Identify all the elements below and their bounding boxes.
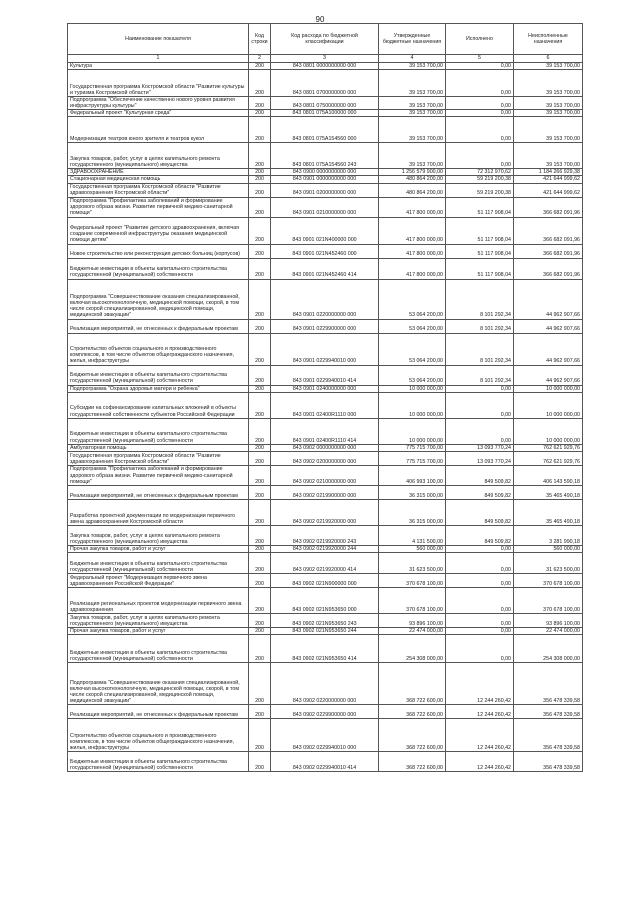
column-header-executed: Исполнено — [446, 24, 514, 55]
row-remaining: 39 153 700,00 — [514, 117, 583, 143]
row-executed: 0,00 — [446, 573, 514, 587]
row-executed: 0,00 — [446, 634, 514, 662]
row-name: ЗДРАВООХРАНЕНИЕ — [68, 169, 249, 176]
row-code: 200 — [249, 444, 271, 451]
row-name: Строительство объектов социального и производственного комплексов, в том числе объектов общегражданского назначения, жилья, инфраструктуры — [68, 718, 249, 751]
row-code: 200 — [249, 279, 271, 319]
row-kbk-code: 843 0902 021N953650 244 — [271, 627, 379, 634]
row-approved: 93 896 100,00 — [379, 613, 446, 627]
row-code: 200 — [249, 573, 271, 587]
row-executed: 0,00 — [446, 418, 514, 444]
row-remaining: 254 308 000,00 — [514, 634, 583, 662]
row-remaining: 93 896 100,00 — [514, 613, 583, 627]
row-approved: 22 474 000,00 — [379, 627, 446, 634]
column-number: 1 — [68, 55, 249, 63]
table-row — [68, 662, 583, 704]
row-approved: 39 153 700,00 — [379, 143, 446, 169]
row-approved: 53 064 200,00 — [379, 365, 446, 385]
row-code: 200 — [249, 319, 271, 333]
row-name: Бюджетные инвестиции в объекты капитального строительства государственной (муниципальной) собственности — [68, 418, 249, 444]
row-executed: 0,00 — [446, 627, 514, 634]
row-name: Прочая закупка товаров, работ и услуг — [68, 627, 249, 634]
row-name: Реализация мероприятий, не отнесенных к федеральным проектам — [68, 485, 249, 499]
row-executed: 0,00 — [446, 63, 514, 70]
row-remaining: 560 000,00 — [514, 545, 583, 552]
row-kbk-code: 843 0801 075A154560 243 — [271, 143, 379, 169]
row-name: Реализация региональных проектов модернизации первичного звена здравоохранения — [68, 587, 249, 613]
row-executed: 12 244 260,42 — [446, 704, 514, 718]
row-kbk-code: 843 0902 0200000000 000 — [271, 451, 379, 465]
row-remaining: 406 143 590,18 — [514, 465, 583, 485]
row-code: 200 — [249, 244, 271, 258]
row-code: 200 — [249, 392, 271, 418]
row-kbk-code: 843 0901 021N400000 000 — [271, 217, 379, 244]
row-name: Федеральный проект "Развитие детского здравоохранения, включая создание современной инфраструктуры оказания медицинской помощи детям" — [68, 217, 249, 244]
column-number: 5 — [446, 55, 514, 63]
row-name: Культура — [68, 63, 249, 70]
table-row — [68, 499, 583, 525]
row-kbk-code: 843 0902 0229940010 414 — [271, 751, 379, 771]
row-approved: 368 722 600,00 — [379, 718, 446, 751]
row-executed: 51 117 908,04 — [446, 217, 514, 244]
row-executed: 12 244 260,42 — [446, 662, 514, 704]
row-code: 200 — [249, 418, 271, 444]
table-row — [68, 217, 583, 244]
page-number: 90 — [315, 15, 325, 24]
row-approved: 39 153 700,00 — [379, 117, 446, 143]
row-kbk-code: 843 0901 0000000000 000 — [271, 176, 379, 183]
row-approved: 370 678 100,00 — [379, 587, 446, 613]
row-approved: 36 315 000,00 — [379, 499, 446, 525]
row-code: 200 — [249, 197, 271, 217]
row-name: Бюджетные инвестиции в объекты капитального строительства государственной (муниципальной) собственности — [68, 552, 249, 573]
row-name: Подпрограмма "Профилактика заболеваний и формирование здорового образа жизни. Развитие первичной медико-санитарной помощи" — [68, 197, 249, 217]
row-code: 200 — [249, 176, 271, 183]
row-kbk-code: 843 0902 021N953650 414 — [271, 634, 379, 662]
row-remaining: 39 153 700,00 — [514, 63, 583, 70]
row-remaining: 44 962 907,66 — [514, 279, 583, 319]
row-approved: 10 000 000,00 — [379, 385, 446, 392]
row-executed: 0,00 — [446, 117, 514, 143]
budget-table — [67, 23, 583, 772]
row-executed: 849 509,82 — [446, 499, 514, 525]
row-remaining: 356 478 339,58 — [514, 662, 583, 704]
row-executed: 12 244 260,42 — [446, 718, 514, 751]
row-remaining: 10 000 000,00 — [514, 385, 583, 392]
row-executed: 59 219 200,38 — [446, 176, 514, 183]
row-name: Подпрограмма "Совершенствование оказания специализированной, включая высокотехнологичную, медицинской помощи, скорой, в том числе скорой специализированной, медицинской помощи, медицинской эвакуации" — [68, 279, 249, 319]
row-executed: 51 117 908,04 — [446, 244, 514, 258]
row-remaining: 366 682 091,96 — [514, 244, 583, 258]
row-code: 200 — [249, 718, 271, 751]
row-code: 200 — [249, 613, 271, 627]
row-code: 200 — [249, 552, 271, 573]
row-approved: 39 153 700,00 — [379, 110, 446, 117]
table-row — [68, 244, 583, 258]
row-approved: 417 800 000,00 — [379, 217, 446, 244]
table-row — [68, 70, 583, 97]
table-row — [68, 117, 583, 143]
column-number: 2 — [249, 55, 271, 63]
row-kbk-code: 843 0902 0219920000 414 — [271, 552, 379, 573]
row-code: 200 — [249, 587, 271, 613]
row-remaining: 3 281 990,18 — [514, 525, 583, 545]
column-number: 4 — [379, 55, 446, 63]
table-row — [68, 319, 583, 333]
row-kbk-code: 843 0902 0219920000 244 — [271, 545, 379, 552]
row-name: Субсидии на софинансирование капитальных вложений в объекты государственной собственности субъектов Российской Федерации — [68, 392, 249, 418]
row-kbk-code: 843 0901 0229940010 414 — [271, 365, 379, 385]
table-row — [68, 143, 583, 169]
row-remaining: 762 621 929,76 — [514, 451, 583, 465]
row-name: Государственная программа Костромской области "Развитие здравоохранения Костромской области" — [68, 451, 249, 465]
row-remaining: 366 682 091,96 — [514, 197, 583, 217]
row-executed: 8 101 292,34 — [446, 319, 514, 333]
row-executed: 0,00 — [446, 385, 514, 392]
row-name: Бюджетные инвестиции в объекты капитального строительства государственной (муниципальной) собственности — [68, 634, 249, 662]
table-row — [68, 627, 583, 634]
row-code: 200 — [249, 183, 271, 197]
row-remaining: 370 678 100,00 — [514, 587, 583, 613]
row-approved: 4 131 500,00 — [379, 525, 446, 545]
row-kbk-code: 843 0901 02400R1110 000 — [271, 392, 379, 418]
row-kbk-code: 843 0901 0240000000 000 — [271, 385, 379, 392]
row-approved: 368 722 600,00 — [379, 662, 446, 704]
row-name: Закупка товаров, работ, услуг в целях капитального ремонта государственного (муниципального) имущества — [68, 143, 249, 169]
row-approved: 560 000,00 — [379, 545, 446, 552]
row-approved: 368 722 600,00 — [379, 704, 446, 718]
table-row — [68, 451, 583, 465]
row-remaining: 10 000 000,00 — [514, 392, 583, 418]
row-code: 200 — [249, 627, 271, 634]
row-name: Подпрограмма "Охрана здоровья матери и ребенка" — [68, 385, 249, 392]
row-name: Строительство объектов социального и производственного комплексов, в том числе объектов общегражданского назначения, жилья, инфраструктуры — [68, 333, 249, 365]
row-executed: 72 312 970,62 — [446, 169, 514, 176]
row-name: Бюджетные инвестиции в объекты капитального строительства государственной (муниципальной) собственности — [68, 365, 249, 385]
row-name: Реализация мероприятий, не отнесенных к федеральным проектам — [68, 319, 249, 333]
row-executed: 0,00 — [446, 143, 514, 169]
row-approved: 417 800 000,00 — [379, 258, 446, 279]
row-code: 200 — [249, 704, 271, 718]
row-kbk-code: 843 0801 0700000000 000 — [271, 70, 379, 97]
row-kbk-code: 843 0801 0750000000 000 — [271, 97, 379, 110]
row-kbk-code: 843 0902 0219900000 000 — [271, 485, 379, 499]
row-code: 200 — [249, 333, 271, 365]
row-executed: 849 509,82 — [446, 465, 514, 485]
row-approved: 406 993 100,00 — [379, 465, 446, 485]
row-executed: 0,00 — [446, 97, 514, 110]
column-header-name: Наименование показателя — [68, 24, 249, 55]
table-row — [68, 465, 583, 485]
row-executed: 0,00 — [446, 70, 514, 97]
row-name: Подпрограмма "Совершенствование оказания специализированной, включая высокотехнологичную, медицинской помощи, скорой, в том числе скорой специализированной, медицинской помощи, медицинской эвакуации" — [68, 662, 249, 704]
row-code: 200 — [249, 258, 271, 279]
row-approved: 39 153 700,00 — [379, 63, 446, 70]
table-row — [68, 97, 583, 110]
row-remaining: 39 153 700,00 — [514, 110, 583, 117]
table-row — [68, 552, 583, 573]
table-row — [68, 176, 583, 183]
row-remaining: 421 644 999,62 — [514, 183, 583, 197]
row-approved: 10 000 000,00 — [379, 418, 446, 444]
row-approved: 36 315 000,00 — [379, 485, 446, 499]
row-executed: 51 117 908,04 — [446, 258, 514, 279]
table-body — [68, 63, 583, 772]
row-remaining: 35 465 490,18 — [514, 499, 583, 525]
row-code: 200 — [249, 143, 271, 169]
row-name: Федеральный проект "Культурная среда" — [68, 110, 249, 117]
row-name: Бюджетные инвестиции в объекты капитального строительства государственной (муниципальной) собственности — [68, 751, 249, 771]
row-remaining: 31 623 500,00 — [514, 552, 583, 573]
row-kbk-code: 843 0901 021N452460 414 — [271, 258, 379, 279]
row-code: 200 — [249, 485, 271, 499]
row-code: 200 — [249, 169, 271, 176]
row-remaining: 762 621 929,76 — [514, 444, 583, 451]
row-approved: 417 800 000,00 — [379, 197, 446, 217]
row-name: Закупка товаров, работ, услуг в целях капитального ремонта государственного (муниципального) имущества — [68, 613, 249, 627]
row-executed: 13 093 770,24 — [446, 451, 514, 465]
row-kbk-code: 843 0902 0219920000 243 — [271, 525, 379, 545]
row-executed: 0,00 — [446, 613, 514, 627]
row-code: 200 — [249, 662, 271, 704]
row-executed: 59 219 200,38 — [446, 183, 514, 197]
table-row — [68, 110, 583, 117]
row-executed: 13 093 770,24 — [446, 444, 514, 451]
table-row — [68, 365, 583, 385]
row-name: Амбулаторная помощь — [68, 444, 249, 451]
table-row — [68, 63, 583, 70]
row-remaining: 39 153 700,00 — [514, 70, 583, 97]
row-code: 200 — [249, 634, 271, 662]
row-remaining: 1 184 266 929,38 — [514, 169, 583, 176]
row-code: 200 — [249, 451, 271, 465]
row-kbk-code: 843 0902 021N900000 000 — [271, 573, 379, 587]
row-kbk-code: 843 0902 0210000000 000 — [271, 465, 379, 485]
row-executed: 0,00 — [446, 587, 514, 613]
row-approved: 775 715 700,00 — [379, 451, 446, 465]
row-approved: 480 864 200,00 — [379, 176, 446, 183]
row-remaining: 366 682 091,96 — [514, 217, 583, 244]
row-code: 200 — [249, 63, 271, 70]
row-name: Подпрограмма "Профилактика заболеваний и формирование здорового образа жизни. Развитие первичной медико-санитарной помощи" — [68, 465, 249, 485]
column-number-row — [68, 55, 583, 63]
row-kbk-code: 843 0902 021N953650 000 — [271, 587, 379, 613]
row-approved: 31 623 500,00 — [379, 552, 446, 573]
row-executed: 0,00 — [446, 545, 514, 552]
row-kbk-code: 843 0902 0000000000 000 — [271, 444, 379, 451]
row-name: Государственная программа Костромской области "Развитие здравоохранения Костромской области" — [68, 183, 249, 197]
table-row — [68, 718, 583, 751]
row-remaining: 44 962 907,66 — [514, 365, 583, 385]
table-row — [68, 392, 583, 418]
row-code: 200 — [249, 499, 271, 525]
row-remaining: 356 478 339,58 — [514, 718, 583, 751]
row-approved: 480 864 200,00 — [379, 183, 446, 197]
row-approved: 53 064 200,00 — [379, 279, 446, 319]
row-name: Закупка товаров, работ, услуг в целях капитального ремонта государственного (муниципального) имущества — [68, 525, 249, 545]
row-code: 200 — [249, 70, 271, 97]
row-remaining: 39 153 700,00 — [514, 97, 583, 110]
row-kbk-code: 843 0902 0229940010 000 — [271, 718, 379, 751]
row-kbk-code: 843 0902 0219920000 000 — [271, 499, 379, 525]
row-remaining: 44 962 907,66 — [514, 319, 583, 333]
table-row — [68, 279, 583, 319]
row-kbk-code: 843 0900 0000000000 000 — [271, 169, 379, 176]
row-name: Бюджетные инвестиции в объекты капитального строительства государственной (муниципальной) собственности — [68, 258, 249, 279]
row-approved: 417 800 000,00 — [379, 244, 446, 258]
row-code: 200 — [249, 217, 271, 244]
row-code: 200 — [249, 525, 271, 545]
row-approved: 53 064 200,00 — [379, 319, 446, 333]
row-executed: 51 117 908,04 — [446, 197, 514, 217]
row-name: Разработка проектной документации по модернизации первичного звена здравоохранения Костромской области — [68, 499, 249, 525]
row-remaining: 370 678 100,00 — [514, 573, 583, 587]
row-name: Стационарная медицинская помощь — [68, 176, 249, 183]
row-approved: 1 256 579 900,00 — [379, 169, 446, 176]
table-row — [68, 385, 583, 392]
column-header-kbk: Код расхода по бюджетной классификации — [271, 24, 379, 55]
table-row — [68, 587, 583, 613]
row-approved: 10 000 000,00 — [379, 392, 446, 418]
row-code: 200 — [249, 117, 271, 143]
row-code: 200 — [249, 110, 271, 117]
row-name: Государственная программа Костромской области "Развитие культуры и туризма Костромской области" — [68, 70, 249, 97]
row-approved: 39 153 700,00 — [379, 97, 446, 110]
row-executed: 0,00 — [446, 392, 514, 418]
row-code: 200 — [249, 97, 271, 110]
table-row — [68, 333, 583, 365]
row-approved: 775 715 700,00 — [379, 444, 446, 451]
row-kbk-code: 843 0902 0229900000 000 — [271, 704, 379, 718]
row-kbk-code: 843 0901 0210000000 000 — [271, 197, 379, 217]
table-row — [68, 197, 583, 217]
row-remaining: 35 465 490,18 — [514, 485, 583, 499]
row-code: 200 — [249, 385, 271, 392]
row-remaining: 22 474 000,00 — [514, 627, 583, 634]
row-remaining: 10 000 000,00 — [514, 418, 583, 444]
table-row — [68, 704, 583, 718]
row-name: Федеральный проект "Модернизация первичного звена здравоохранения Российской Федерации" — [68, 573, 249, 587]
row-executed: 849 509,82 — [446, 485, 514, 499]
table-row — [68, 418, 583, 444]
row-code: 200 — [249, 545, 271, 552]
row-kbk-code: 843 0801 075A154560 000 — [271, 117, 379, 143]
table-header-row — [68, 24, 583, 55]
row-name: Модернизация театров юного зрителя и театров кукол — [68, 117, 249, 143]
column-header-approved: Утвержденные бюджетные назначения — [379, 24, 446, 55]
column-number: 6 — [514, 55, 583, 63]
row-executed: 12 244 260,42 — [446, 751, 514, 771]
row-kbk-code: 843 0801 075A100000 000 — [271, 110, 379, 117]
table-row — [68, 634, 583, 662]
table-row — [68, 613, 583, 627]
table-row — [68, 573, 583, 587]
row-executed: 8 101 292,34 — [446, 365, 514, 385]
row-remaining: 44 962 907,66 — [514, 333, 583, 365]
row-approved: 368 722 600,00 — [379, 751, 446, 771]
table-row — [68, 444, 583, 451]
row-approved: 39 153 700,00 — [379, 70, 446, 97]
row-name: Новое строительство или реконструкция детских больниц (корпусов) — [68, 244, 249, 258]
table-row — [68, 258, 583, 279]
column-header-remaining: Неисполненные назначения — [514, 24, 583, 55]
row-executed: 849 509,82 — [446, 525, 514, 545]
table-row — [68, 183, 583, 197]
row-kbk-code: 843 0901 0229900000 000 — [271, 319, 379, 333]
row-kbk-code: 843 0902 021N953650 243 — [271, 613, 379, 627]
row-executed: 8 101 292,34 — [446, 333, 514, 365]
row-code: 200 — [249, 465, 271, 485]
row-remaining: 366 682 091,96 — [514, 258, 583, 279]
row-kbk-code: 843 0901 02400R1110 414 — [271, 418, 379, 444]
row-remaining: 39 153 700,00 — [514, 143, 583, 169]
row-approved: 53 064 200,00 — [379, 333, 446, 365]
row-approved: 370 678 100,00 — [379, 573, 446, 587]
row-kbk-code: 843 0901 0229940010 000 — [271, 333, 379, 365]
row-name: Подпрограмма "Обеспечение качественно нового уровня развития инфраструктуры культуры" — [68, 97, 249, 110]
row-name: Прочая закупка товаров, работ и услуг — [68, 545, 249, 552]
column-number: 3 — [271, 55, 379, 63]
row-remaining: 421 644 999,62 — [514, 176, 583, 183]
table-row — [68, 545, 583, 552]
row-executed: 8 101 292,34 — [446, 279, 514, 319]
row-code: 200 — [249, 751, 271, 771]
table-row — [68, 525, 583, 545]
row-approved: 254 308 000,00 — [379, 634, 446, 662]
table-row — [68, 751, 583, 771]
row-remaining: 356 478 339,58 — [514, 704, 583, 718]
row-kbk-code: 843 0902 0220000000 000 — [271, 662, 379, 704]
row-kbk-code: 843 0901 0220000000 000 — [271, 279, 379, 319]
row-executed: 0,00 — [446, 110, 514, 117]
row-kbk-code: 843 0901 021N452460 000 — [271, 244, 379, 258]
table-row — [68, 169, 583, 176]
column-header-code: Код строки — [249, 24, 271, 55]
row-remaining: 356 478 339,58 — [514, 751, 583, 771]
table-row — [68, 485, 583, 499]
row-name: Реализация мероприятий, не отнесенных к федеральным проектам — [68, 704, 249, 718]
row-kbk-code: 843 0801 0000000000 000 — [271, 63, 379, 70]
row-executed: 0,00 — [446, 552, 514, 573]
row-kbk-code: 843 0901 0200000000 000 — [271, 183, 379, 197]
row-code: 200 — [249, 365, 271, 385]
